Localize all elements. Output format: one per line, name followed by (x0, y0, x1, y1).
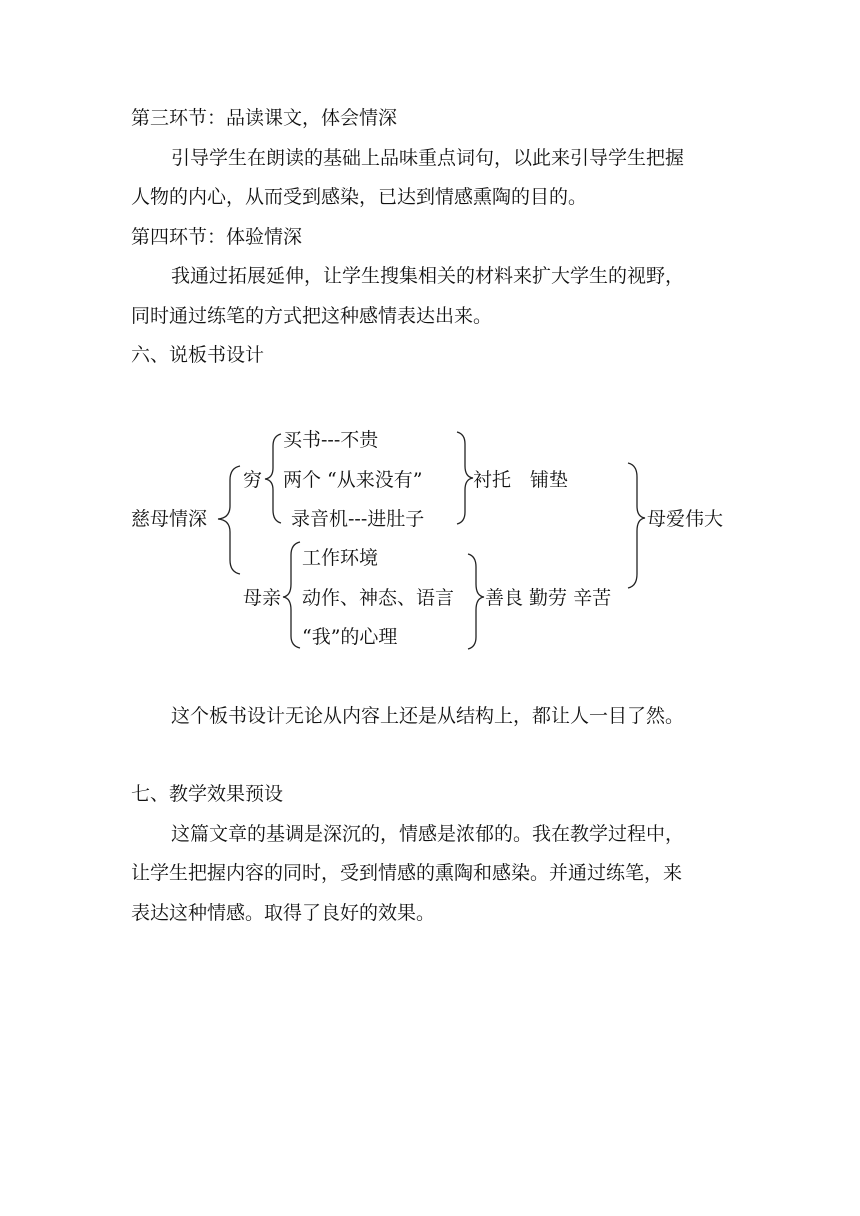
board-poor-effect: 衬托 铺垫 (473, 469, 569, 491)
board-poor-item: 买书---不贵 (283, 429, 379, 451)
board-poor-item: 两个 “从来没有” (283, 469, 423, 491)
mother-items-brace (283, 542, 300, 648)
board-mother-effect: 善良 勤劳 辛苦 (485, 587, 612, 609)
board-branch-poor: 穷 (243, 469, 263, 491)
poor-items-brace (265, 434, 281, 523)
poor-effect-brace (457, 432, 473, 524)
section4-paragraph-line1: 我通过拓展延伸，让学生搜集相关的材料来扩大学生的视野， (171, 265, 685, 287)
section7-paragraph-line3: 表达这种情感。取得了良好的效果。 (131, 902, 436, 924)
section6-heading: 六、说板书设计 (131, 344, 265, 366)
section4-paragraph-line2: 同时通过练笔的方式把这种感情表达出来。 (131, 305, 493, 327)
board-mother-item: 动作、神态、语言 (302, 587, 455, 609)
section3-paragraph-line2: 人物的内心，从而受到感染，已达到情感熏陶的目的。 (131, 186, 588, 208)
section3-paragraph-line1: 引导学生在朗读的基础上品味重点词句，以此来引导学生把握 (171, 147, 685, 169)
board-poor-item: 录音机---进肚子 (291, 508, 425, 530)
board-conclusion: 母爱伟大 (647, 508, 724, 530)
mother-effect-brace (468, 554, 484, 649)
board-comment: 这个板书设计无论从内容上还是从结构上，都让人一目了然。 (171, 705, 685, 727)
section4-heading: 第四环节：体验情深 (131, 226, 303, 248)
root-brace (218, 466, 240, 574)
conclusion-brace (628, 463, 645, 588)
section7-paragraph-line1: 这篇文章的基调是深沉的，情感是浓郁的。我在教学过程中， (171, 823, 685, 845)
section3-heading: 第三环节：品读课文，体会情深 (131, 107, 398, 129)
section7-heading: 七、教学效果预设 (131, 783, 284, 805)
board-root: 慈母情深 (131, 508, 208, 530)
board-branch-mother: 母亲 (243, 587, 282, 609)
board-mother-item: 工作环境 (302, 547, 379, 569)
board-mother-item: “我”的心理 (302, 626, 398, 648)
section7-paragraph-line2: 让学生把握内容的同时，受到情感的熏陶和感染。并通过练笔，来 (131, 862, 683, 884)
